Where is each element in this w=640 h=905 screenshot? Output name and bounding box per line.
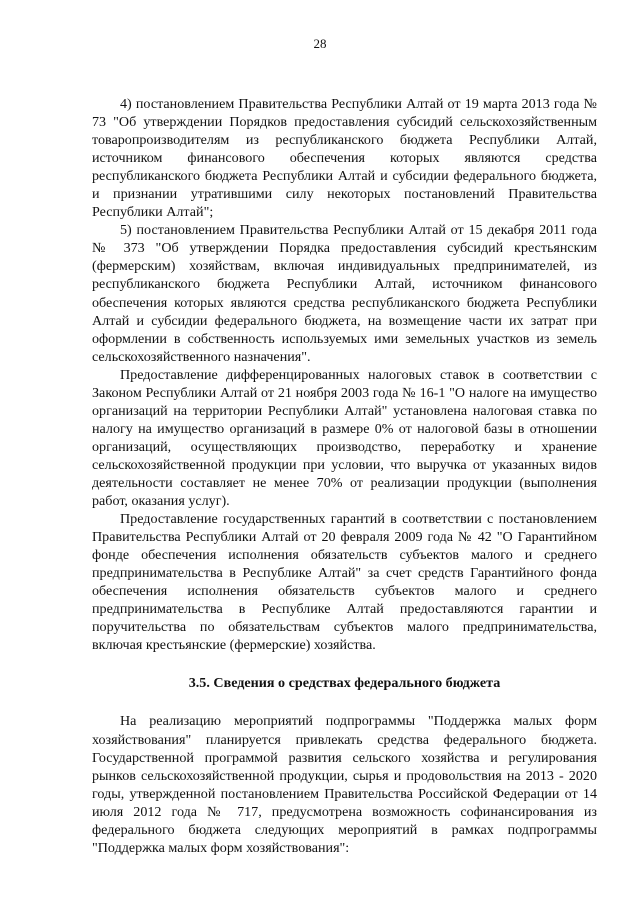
section-heading: 3.5. Сведения о средствах федерального бюджета [188,675,501,692]
paragraph-federal-budget: На реализацию мероприятий подпрограммы "Поддержка малых форм хозяйствования" планируется привлекать средства федерального бюджета. Государственной программой развития сельского хозяйства и регулирования рынков сельскохозяйственной продукции, сырья и продовольствия на 2013 - 2020 годы, утвержденной постановлением Правительства Российской Федерации от 14 июля 2012 года № 717, предусмотрена возможность софинансирования из федерального бюджета следующих мероприятий в рамках подпрограммы "Поддержка малых форм хозяйствования": [92,713,597,856]
paragraph-state-guarantees: Предоставление государственных гарантий в соответствии с постановлением Правительства Республики Алтай от 20 февраля 2009 года № 42 "О Гарантийном фонде обеспечения исполнения обязательств субъектов малого и среднего предпринимательства в Республике Алтай" за счет средств Гарантийного фонда обеспечения исполнения обязательств субъектов малого и среднего предпринимательства в Республике Алтай предоставляются гарантии и поручительства по обязательствам субъектов малого предпринимательства, включая крестьянские (фермерские) хозяйства. [92,511,597,654]
page-number: 28 [313,36,327,51]
paragraph-tax-rates: Предоставление дифференцированных налоговых ставок в соответствии с Законом Республики Алтай от 21 ноября 2003 года № 16-1 "О налоге на имущество организаций на территории Республики Алтай" установлена налоговая ставка по налогу на имущество организаций в размере 0% от налоговой базы в отношении организаций, осуществляющих производство, переработку и хранение сельскохозяйственной продукции при условии, что выручка от указанных видов деятельности составляет не менее 70% от реализации продукции (выполнения работ, оказания услуг). [92,366,597,510]
paragraph-resolution-5: 5) постановлением Правительства Республики Алтай от 15 декабря 2011 года № 373 "Об утверждении Порядка предоставления субсидий крестьянским (фермерским) хозяйствам, включая индивидуальных предпринимателей, из республиканского бюджета Республики Алтай, источником финансового обеспечения которых являются средства республиканского бюджета Республики Алтай и субсидии федерального бюджета, на возмещение части их затрат при оформлении в собственность используемых ими земельных участков из земель сельскохозяйственного назначения". [92,222,597,365]
paragraph-resolution-4: 4) постановлением Правительства Республики Алтай от 19 марта 2013 года № 73 "Об утверждении Порядков предоставления субсидий сельскохозяйственным товаропроизводителям из республиканского бюджета Республики Алтай, источником финансового обеспечения которых являются средства республиканского бюджета Республики Алтай и субсидии федерального бюджета, и признании утратившими силу некоторых постановлений Правительства Республики Алтай"; [92,96,597,221]
document-body [92,95,597,857]
